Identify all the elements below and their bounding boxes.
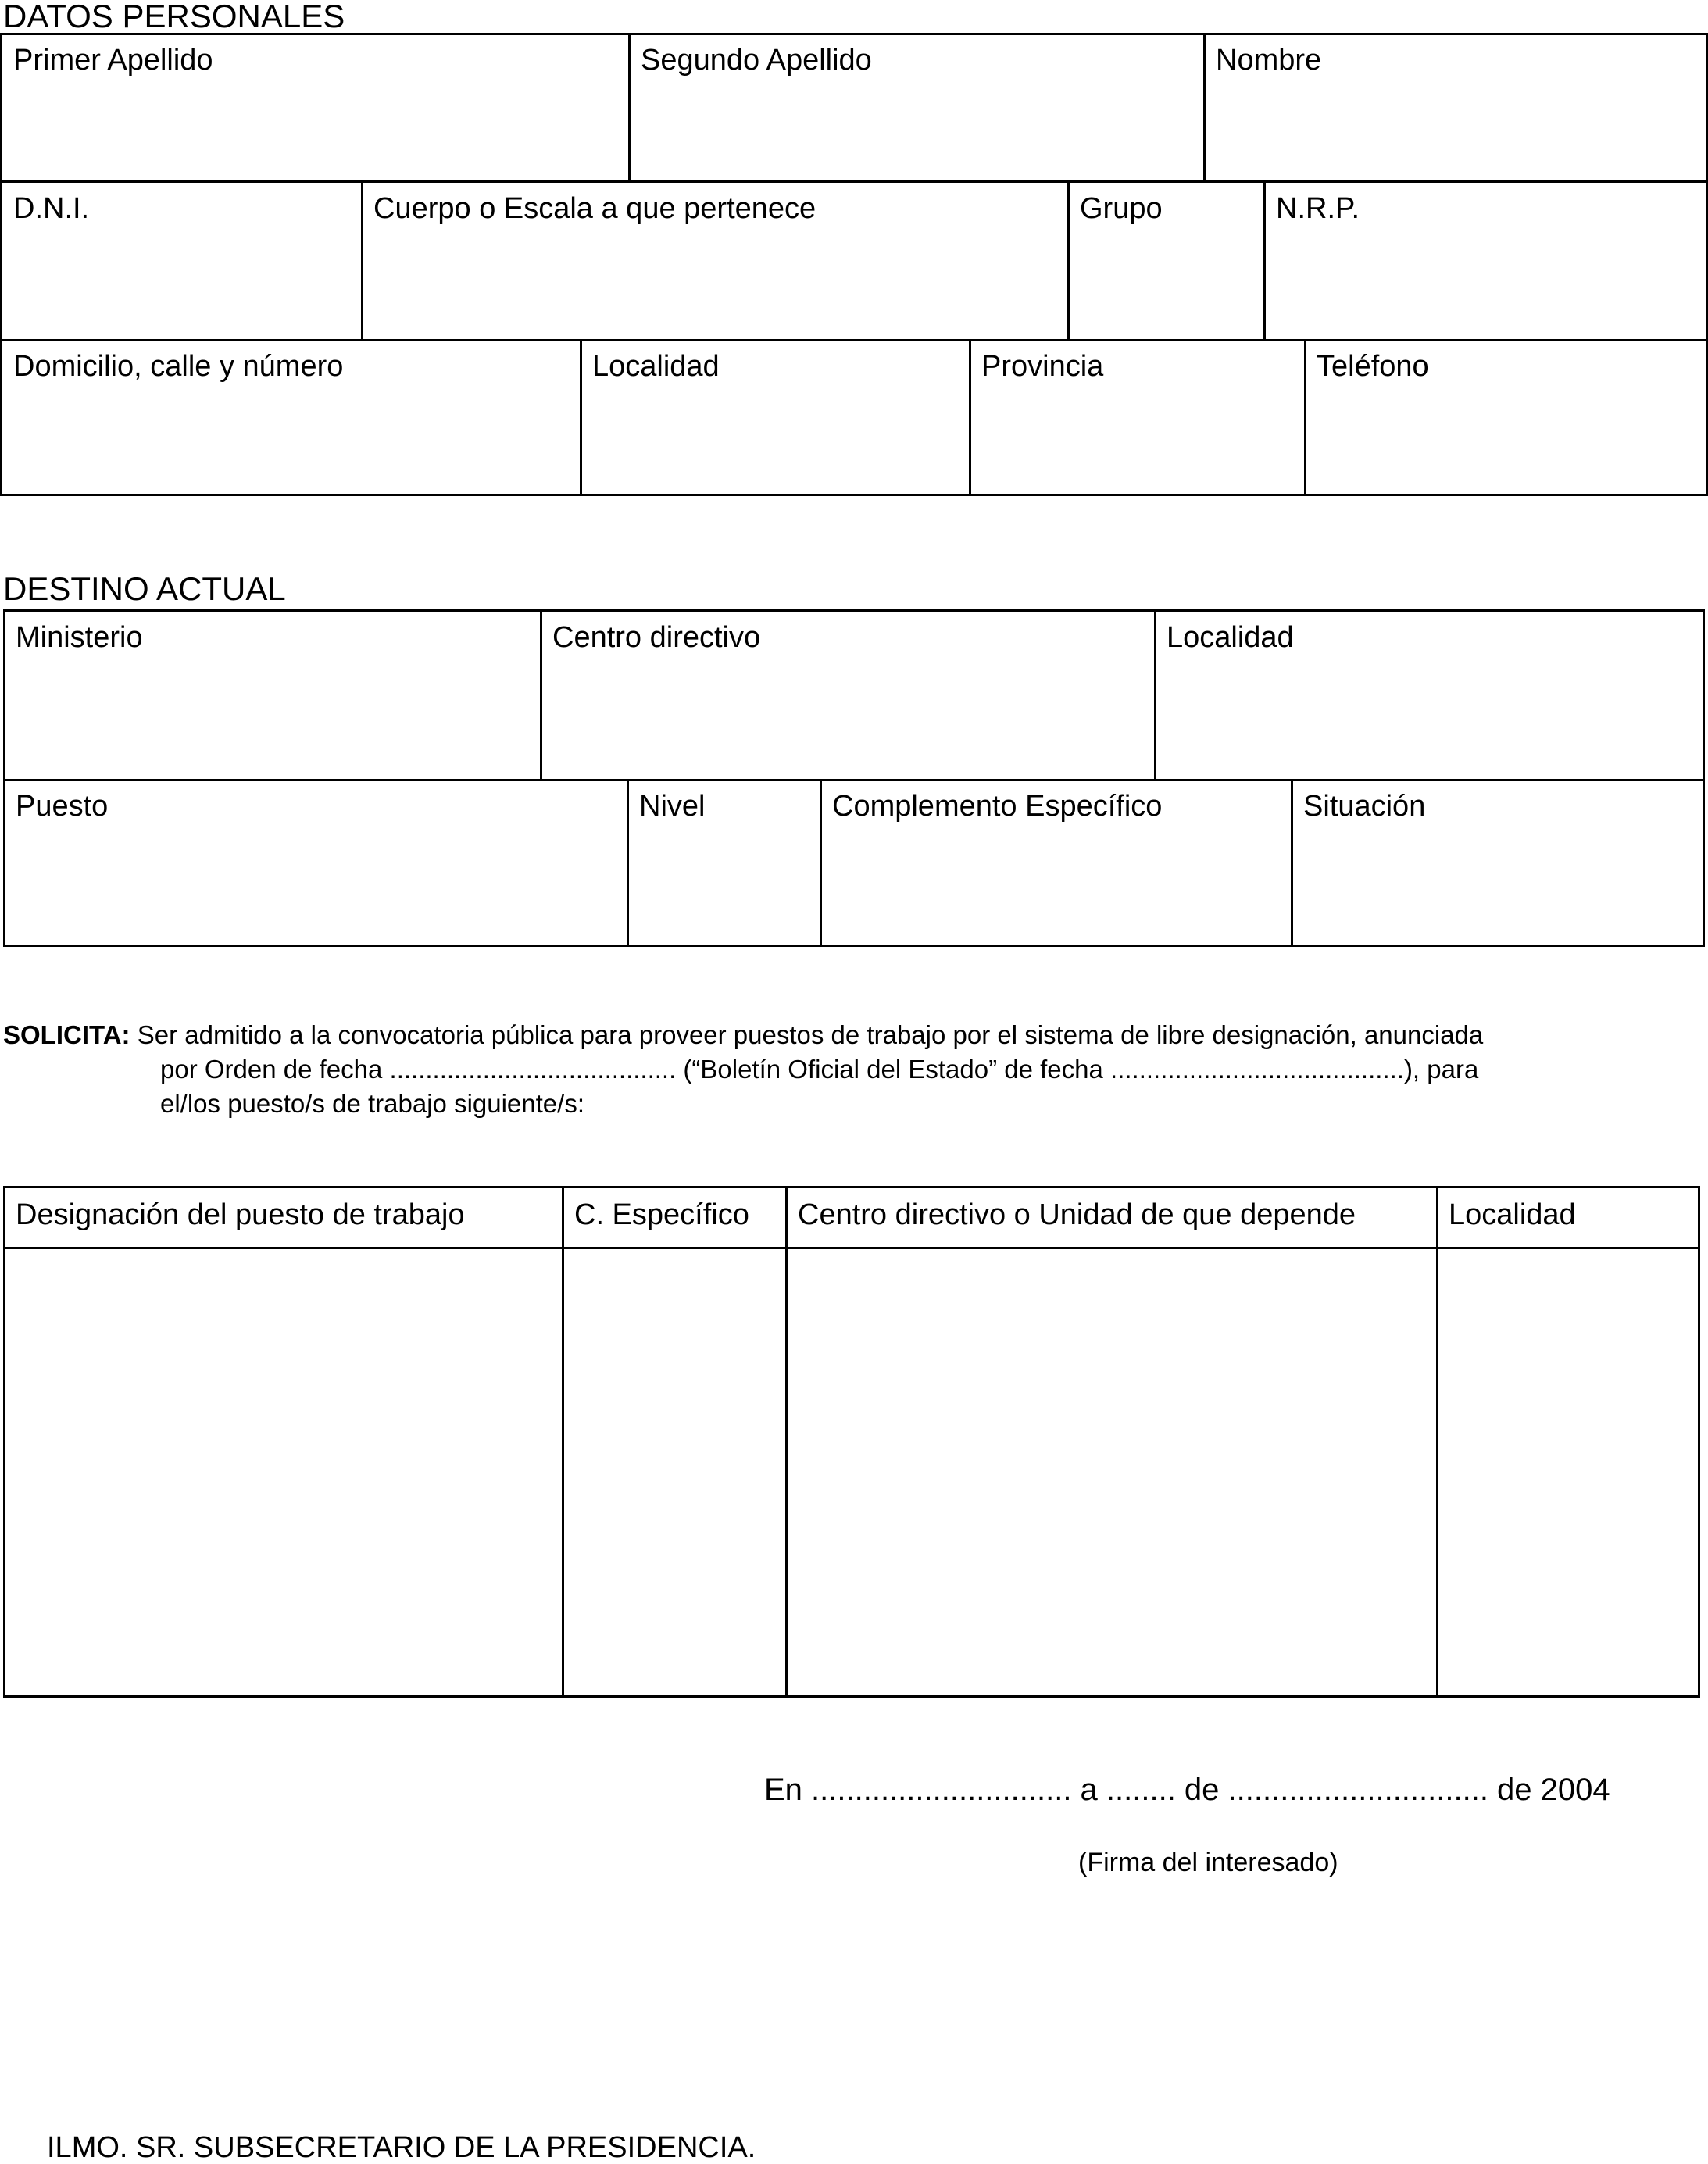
cuerpo-escala-label: Cuerpo o Escala a que pertenece <box>373 192 816 225</box>
solicita-line-3: el/los puesto/s de trabajo siguiente/s: <box>160 1089 585 1118</box>
fecha-line: En .............................. a ........ de .............................. de 2004 <box>764 1773 1610 1807</box>
datos-personales-title: DATOS PERSONALES <box>3 0 345 34</box>
solicita-text-1: Ser admitido a la convocatoria pública para proveer puestos de trabajo por el sistema de libre designación, anunciada <box>137 1020 1484 1049</box>
dni-label: D.N.I. <box>13 192 90 225</box>
complemento-especifico-label: Complemento Específico <box>832 790 1163 823</box>
centro-directivo-label: Centro directivo <box>552 621 761 654</box>
destino-actual-table <box>3 609 1705 947</box>
puesto-label: Puesto <box>16 790 109 823</box>
solicita-label: SOLICITA: <box>3 1020 130 1049</box>
datos-personales-table <box>0 33 1708 496</box>
destino-localidad-label: Localidad <box>1167 621 1294 654</box>
primer-apellido-label: Primer Apellido <box>13 44 213 77</box>
nivel-label: Nivel <box>639 790 706 823</box>
segundo-apellido-label: Segundo Apellido <box>641 44 872 77</box>
ministerio-label: Ministerio <box>16 621 143 654</box>
nrp-label: N.R.P. <box>1276 192 1360 225</box>
c-especifico-header: C. Específico <box>574 1198 749 1231</box>
localidad-label: Localidad <box>592 350 720 383</box>
firma-interesado: (Firma del interesado) <box>1078 1848 1338 1877</box>
grupo-label: Grupo <box>1080 192 1163 225</box>
domicilio-label: Domicilio, calle y número <box>13 350 344 383</box>
destino-actual-title: DESTINO ACTUAL <box>3 570 286 607</box>
designacion-puesto-header: Designación del puesto de trabajo <box>16 1198 465 1231</box>
solicita-line-1 <box>3 1018 1483 1052</box>
provincia-label: Provincia <box>981 350 1104 383</box>
puestos-localidad-header: Localidad <box>1449 1198 1576 1231</box>
solicita-line-2: por Orden de fecha ........................................ (“Boletín Oficial del Estado” de fecha .........................................), para <box>160 1055 1479 1084</box>
destinatario: ILMO. SR. SUBSECRETARIO DE LA PRESIDENCIA. <box>47 2131 756 2164</box>
nombre-label: Nombre <box>1216 44 1322 77</box>
telefono-label: Teléfono <box>1317 350 1429 383</box>
centro-directivo-unidad-header: Centro directivo o Unidad de que depende <box>798 1198 1356 1231</box>
puestos-table <box>3 1186 1700 1698</box>
situacion-label: Situación <box>1303 790 1426 823</box>
